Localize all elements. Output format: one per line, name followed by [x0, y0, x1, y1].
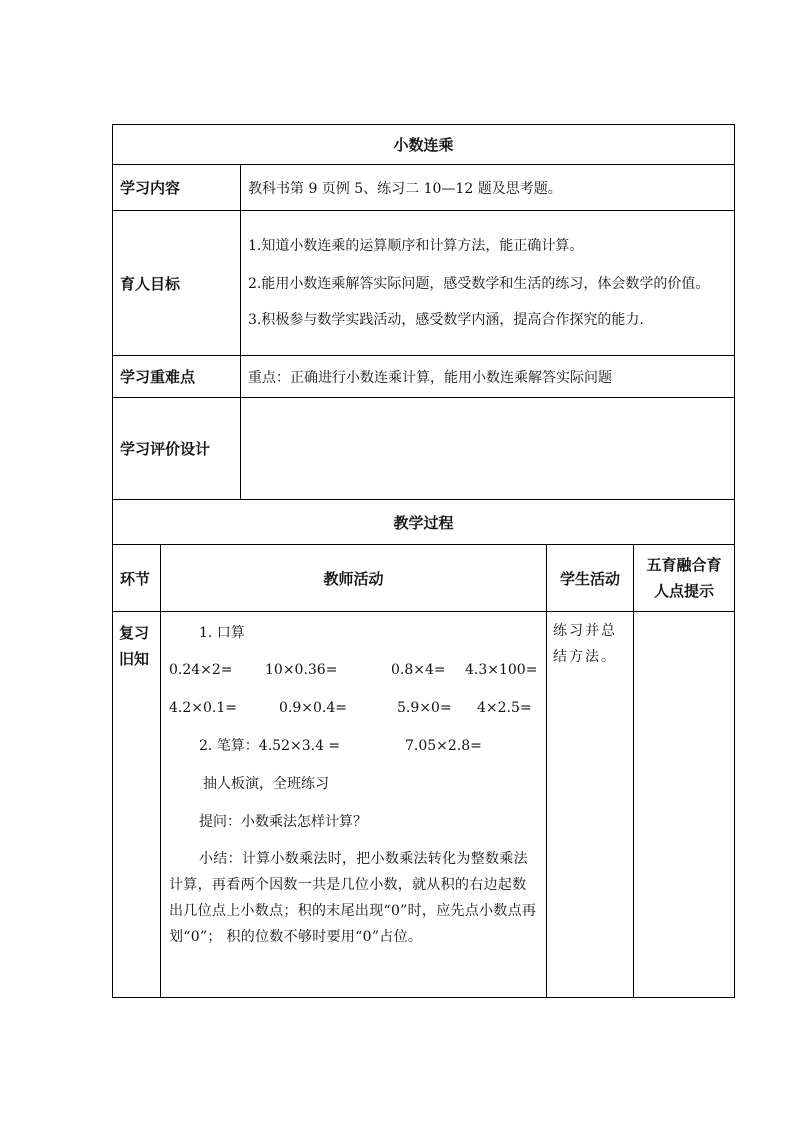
lesson-plan-page	[112, 124, 734, 998]
student-activity-cell: 练习并总结方法。	[547, 612, 634, 998]
key-value: 重点：正确进行小数连乘计算，能用小数连乘解答实际问题	[241, 356, 735, 398]
goal-item: 3.积极参与数学实践活动，感受数学内涵，提高合作探究的能力.	[248, 312, 644, 328]
education-hint-cell	[634, 612, 735, 998]
header-education: 五育融合育人点提示	[634, 545, 735, 612]
goals-label: 育人目标	[113, 211, 241, 356]
header-teacher: 教师活动	[161, 545, 547, 612]
doc-title: 小数连乘	[113, 125, 735, 165]
teacher-activity-cell	[161, 612, 547, 998]
oral-heading: 1. 口算	[199, 625, 245, 641]
header-stage: 环节	[113, 545, 161, 612]
lesson-plan-table	[112, 124, 735, 998]
process-title: 教学过程	[113, 500, 735, 545]
question-note: 提问：小数乘法怎样计算？	[199, 814, 367, 830]
board-note: 抽人板演，全班练习	[203, 776, 329, 792]
goal-item: 1.知道小数连乘的运算顺序和计算方法，能正确计算。	[248, 238, 584, 254]
written-calc: 2. 笔算：4.52×3.4 = 7.05×2.8=	[199, 738, 482, 754]
content-value: 教科书第 9 页例 5、练习二 10—12 题及思考题。	[241, 165, 735, 211]
header-student: 学生活动	[547, 545, 634, 612]
oral-row-2: 4.2×0.1= 0.9×0.4= 5.9×0= 4×2.5=	[169, 700, 532, 716]
stage-cell: 复习旧知	[113, 612, 161, 998]
goals-cell	[241, 211, 735, 356]
oral-row-1: 0.24×2= 10×0.36= 0.8×4= 4.3×100=	[169, 662, 538, 678]
eval-label: 学习评价设计	[113, 398, 241, 500]
key-label: 学习重难点	[113, 356, 241, 398]
content-label: 学习内容	[113, 165, 241, 211]
summary-note: 小结：计算小数乘法时，把小数乘法转化为整数乘法计算，再看两个因数一共是几位小数，就从积的右边起数出几位点上小数点；积的末尾出现“0”时，应先点小数点再划“0”； 积的位数不够时要用“0”占位。	[169, 851, 537, 945]
goal-item: 2.能用小数连乘解答实际问题，感受数学和生活的练习，体会数学的价值。	[248, 276, 710, 292]
eval-value	[241, 398, 735, 500]
